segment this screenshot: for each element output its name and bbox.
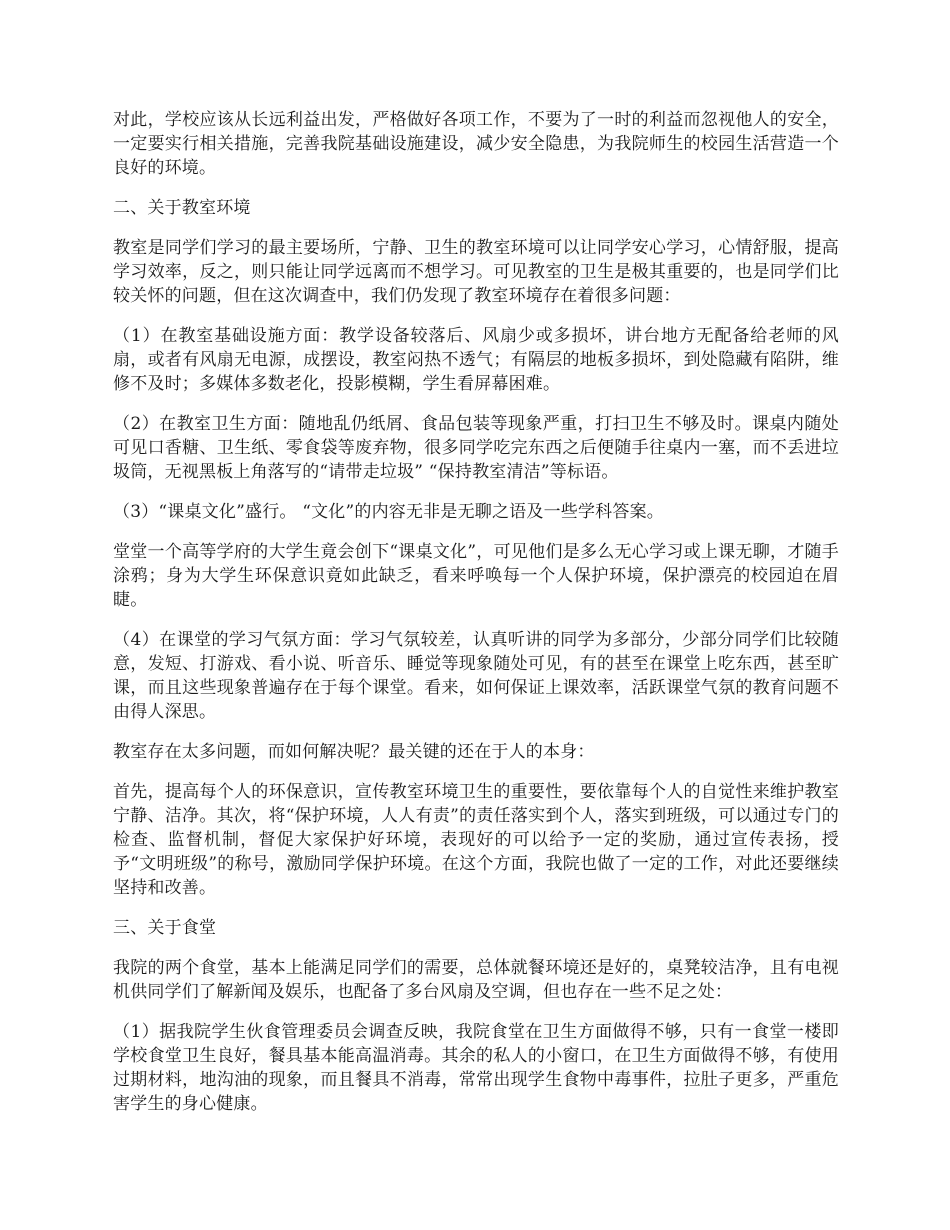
paragraph-desk-culture-comment: 堂堂一个高等学府的大学生竟会创下“课桌文化”，可见他们是多么无心学习或上课无聊，才随手涂鸦；身为大学生环保意识竟如此缺乏，看来呼唤每一个人保护环境，保护漂亮的校园迫在眉睫。 — [113, 542, 839, 610]
section-heading-canteen: 三、关于食堂 — [113, 918, 217, 938]
paragraph-study-atmosphere: （4）在课堂的学习气氛方面：学习气氛较差，认真听讲的同学为多部分，少部分同学们比较随意，发短、打游戏、看小说、听音乐、睡觉等现象随处可见，有的甚至在课堂上吃东西，甚至旷课，而且这些现象普遍存在于每个课堂。看来，如何保证上课效率，活跃课堂气氛的教育问题不由得人深思。 — [113, 630, 839, 722]
paragraph-canteen-hygiene: （1）据我院学生伙食管理委员会调查反映，我院食堂在卫生方面做得不够，只有一食堂一楼即学校食堂卫生良好，餐具基本能高温消毒。其余的私人的小窗口，在卫生方面做得不够，有使用过期材料，地沟油的现象，而且餐具不消毒，常常出现学生食物中毒事件，拉肚子更多，严重危害学生的身心健康。 — [113, 1022, 839, 1114]
section-heading-classroom: 二、关于教室环境 — [113, 198, 251, 218]
paragraph-solution-details: 首先，提高每个人的环保意识，宣传教室环境卫生的重要性，要依靠每个人的自觉性来维护教室宁静、洁净。其次，将“保护环境，人人有责”的责任落实到个人，落实到班级，可以通过专门的检查、监督机制，督促大家保护好环境，表现好的可以给予一定的奖励，通过宣传表扬，授予“文明班级”的称号，激励同学保护环境。在这个方面，我院也做了一定的工作，对此还要继续坚持和改善。 — [113, 782, 839, 898]
document-body — [113, 108, 839, 1132]
paragraph-school-safety: 对此，学校应该从长远利益出发，严格做好各项工作，不要为了一时的利益而忽视他人的安全，一定要实行相关措施，完善我院基础设施建设，减少安全隐患，为我院师生的校园生活营造一个良好的环境。 — [113, 110, 839, 178]
paragraph-classroom-intro: 教室是同学们学习的最主要场所，宁静、卫生的教室环境可以让同学安心学习，心情舒服，提高学习效率，反之，则只能让同学远离而不想学习。可见教室的卫生是极其重要的，也是同学们比较关怀的问题，但在这次调查中，我们仍发现了教室环境存在着很多问题： — [113, 238, 839, 306]
paragraph-classroom-facilities: （1）在教室基础设施方面：教学设备较落后、风扇少或多损坏，讲台地方无配备给老师的风扇，或者有风扇无电源，成摆设，教室闷热不透气；有隔层的地板多损坏，到处隐藏有陷阱，维修不及时；多媒体多数老化，投影模糊，学生看屏幕困难。 — [113, 326, 839, 394]
paragraph-classroom-hygiene: （2）在教室卫生方面：随地乱仍纸屑、食品包装等现象严重，打扫卫生不够及时。课桌内随处可见口香糖、卫生纸、零食袋等废弃物，很多同学吃完东西之后便随手往桌内一塞，而不丢进垃圾筒，无视黑板上角落写的“请带走垃圾” “保持教室清洁”等标语。 — [113, 414, 839, 482]
paragraph-canteen-intro: 我院的两个食堂，基本上能满足同学们的需要，总体就餐环境还是好的，桌凳较洁净，且有电视机供同学们了解新闻及娱乐，也配备了多台风扇及空调，但也存在一些不足之处： — [113, 958, 839, 1002]
paragraph-solution-question: 教室存在太多问题，而如何解决呢？最关键的还在于人的本身： — [113, 742, 595, 762]
paragraph-desk-culture: （3）“课桌文化”盛行。 “文化”的内容无非是无聊之语及一些学科答案。 — [113, 502, 664, 522]
